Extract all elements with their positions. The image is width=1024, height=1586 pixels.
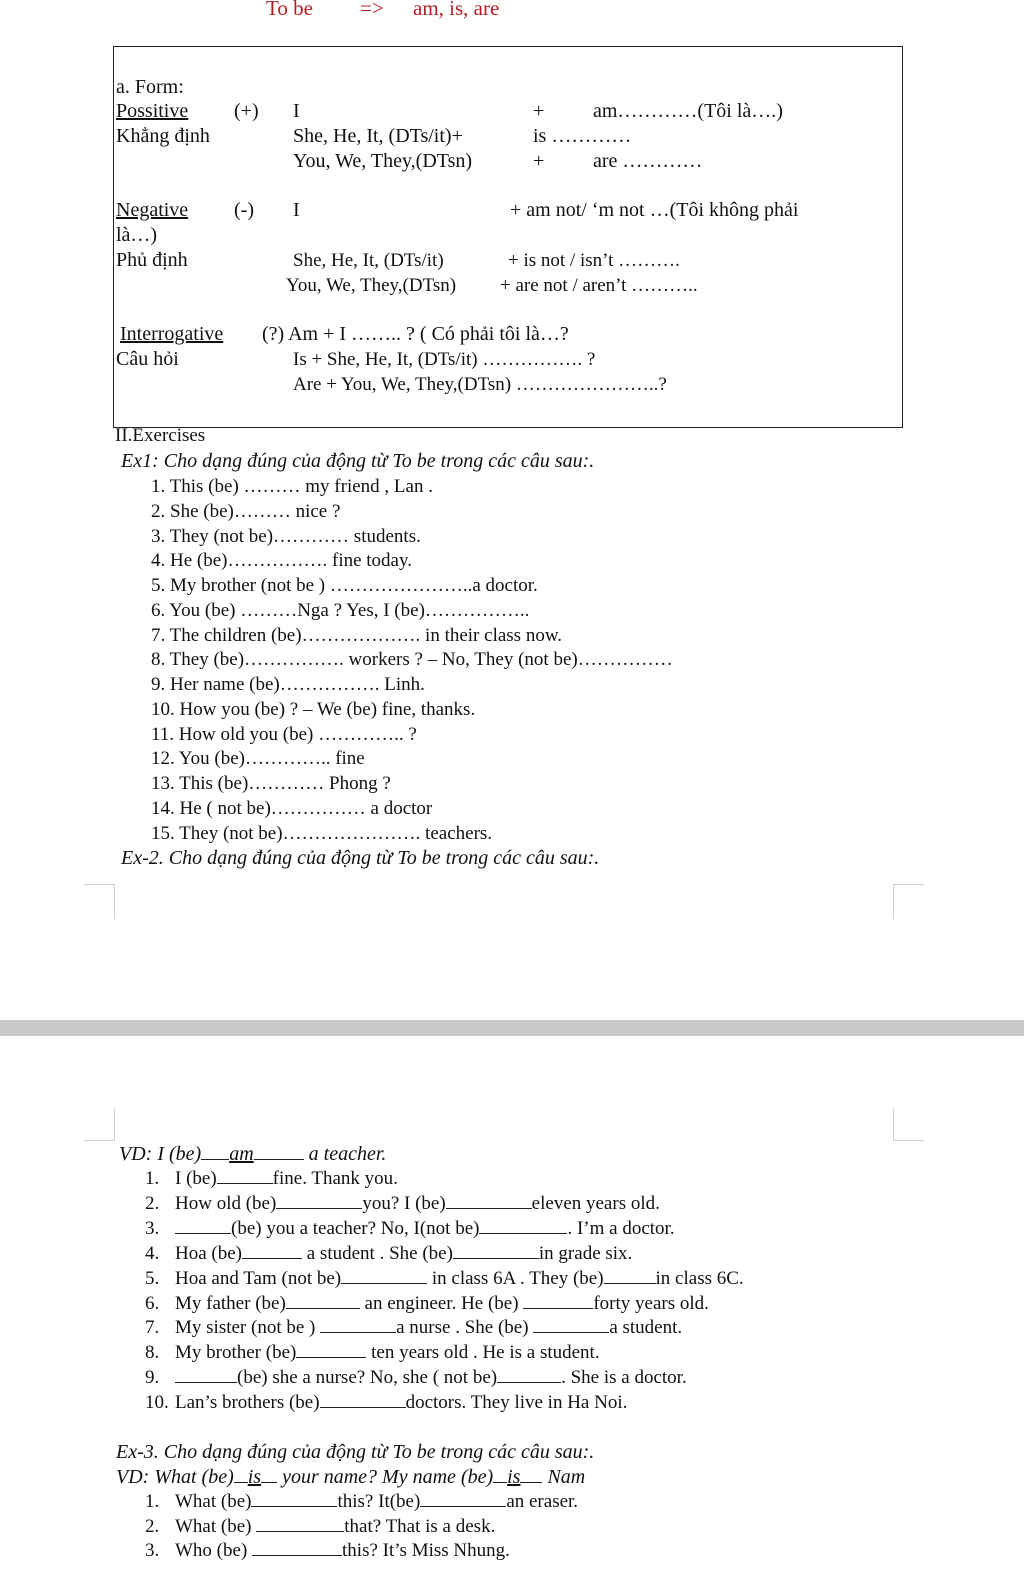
answer-blank[interactable]	[175, 1232, 231, 1234]
ex2-item	[145, 1268, 744, 1290]
negative-row1-subject: I	[293, 199, 300, 221]
positive-row2-subject: She, He, It, (DTs/it)+	[293, 125, 463, 147]
negative-row1-rest: + am not/ ‘m not …(Tôi không phải	[510, 199, 799, 221]
positive-row3-rest: are …………	[593, 150, 703, 172]
ex2-example-prefix: VD: I (be)	[119, 1143, 202, 1165]
page-corner-mark	[84, 884, 115, 919]
answer-blank[interactable]	[175, 1381, 237, 1383]
ex2-item	[145, 1168, 398, 1190]
item-text: ten years old . He is a student.	[366, 1342, 600, 1364]
blank-line	[520, 1481, 542, 1483]
item-text: Hoa and Tam (not be)	[175, 1267, 342, 1289]
ex1-item: 1. This (be) ……… my friend , Lan .	[151, 476, 433, 497]
ex3-item	[145, 1516, 495, 1538]
answer-blank[interactable]	[252, 1554, 342, 1556]
item-number: 10.	[145, 1392, 169, 1414]
ex2-item	[145, 1193, 660, 1215]
item-text: (be) you a teacher? No, I(not be)	[231, 1217, 480, 1239]
ex2-item	[145, 1293, 709, 1315]
item-text: in grade six.	[538, 1242, 633, 1264]
item-number: 5.	[145, 1267, 160, 1289]
ex1-item: 7. The children (be)………………. in their class now.	[151, 624, 563, 646]
item-text: an engineer. He (be)	[359, 1292, 524, 1314]
blank-line	[234, 1481, 248, 1483]
ex3-example-suffix: Nam	[542, 1466, 586, 1488]
ex1-item: 13. This (be)………… Phong ?	[151, 773, 391, 794]
ex2-example-suffix: a teacher.	[308, 1143, 387, 1165]
item-text: . I’m a doctor.	[567, 1217, 675, 1239]
answer-blank[interactable]	[341, 1282, 427, 1284]
ex3-example-middle: your name? My name (be)	[277, 1466, 494, 1488]
answer-blank[interactable]	[242, 1257, 302, 1259]
ex2-title: Ex-2. Cho dạng đúng của động từ To be trong các câu sau:.	[121, 847, 600, 869]
item-text: doctors. They live in Ha Noi.	[405, 1392, 628, 1414]
answer-blank[interactable]	[296, 1356, 366, 1358]
item-number: 6.	[145, 1292, 160, 1314]
answer-blank[interactable]	[604, 1282, 656, 1284]
ex1-item: 2. She (be)……… nice ?	[151, 500, 341, 522]
item-number: 2.	[145, 1192, 160, 1214]
positive-row3-subject: You, We, They,(DTsn)	[293, 150, 473, 172]
item-text: an eraser.	[506, 1491, 579, 1512]
item-text: forty years old.	[593, 1292, 709, 1314]
answer-blank[interactable]	[256, 1530, 344, 1532]
ex1-item: 8. They (be)……………. workers ? – No, They (not be)……………	[151, 649, 673, 671]
item-text: . She is a doctor.	[561, 1367, 687, 1389]
positive-sign: (+)	[234, 100, 259, 122]
page-corner-mark	[893, 1108, 924, 1141]
ex2-example	[119, 1143, 386, 1166]
blank-line	[261, 1481, 277, 1483]
item-text: I (be)	[175, 1168, 217, 1189]
interrogative-label: Interrogative	[120, 323, 224, 345]
blank-line	[254, 1158, 304, 1160]
item-number: 4.	[145, 1242, 160, 1264]
page-corner-mark	[84, 1108, 115, 1141]
item-text: My brother (be)	[175, 1342, 297, 1364]
ex1-item: 5. My brother (not be ) …………………..a doctor.	[151, 575, 538, 596]
item-number: 1.	[145, 1168, 160, 1189]
ex3-example-answer2: is	[507, 1466, 521, 1488]
item-text: in class 6C.	[655, 1267, 744, 1289]
item-number: 3.	[145, 1540, 160, 1562]
answer-blank[interactable]	[320, 1331, 396, 1333]
interrogative-row3: Are + You, We, They,(DTsn) …………………..?	[293, 374, 667, 395]
negative-row3-rest: + are not / aren’t ………..	[500, 275, 698, 296]
negative-row2-subject: She, He, It, (DTs/it)	[293, 250, 444, 271]
ex1-item: 3. They (not be)………… students.	[151, 525, 421, 547]
answer-blank[interactable]	[217, 1182, 273, 1184]
negative-continuation: là…)	[116, 224, 158, 246]
ex1-item: 11. How old you (be) ………….. ?	[151, 723, 417, 745]
title-left: To be	[266, 0, 313, 20]
page-corner-mark	[893, 884, 924, 919]
ex3-item	[145, 1491, 578, 1513]
negative-sign: (-)	[234, 199, 254, 221]
item-text: What (be)	[175, 1491, 252, 1512]
positive-row2-rest: is …………	[533, 125, 632, 147]
title-arrow: =>	[360, 0, 384, 20]
answer-blank[interactable]	[453, 1257, 539, 1259]
item-text: What (be)	[175, 1515, 257, 1537]
ex3-title: Ex-3. Cho dạng đúng của động từ To be trong các câu sau:.	[116, 1441, 595, 1463]
answer-blank[interactable]	[446, 1207, 532, 1209]
ex1-item: 4. He (be)……………. fine today.	[151, 550, 413, 572]
item-text: that? That is a desk.	[344, 1515, 496, 1537]
positive-label-vi: Khẳng định	[116, 125, 210, 147]
negative-row3-subject: You, We, They,(DTsn)	[286, 275, 457, 296]
item-text: (be) she a nurse? No, she ( not be)	[237, 1367, 498, 1389]
negative-row2-rest: + is not / isn’t ……….	[508, 250, 680, 271]
item-text: this? It(be)	[337, 1491, 421, 1512]
item-text: Hoa (be)	[175, 1242, 242, 1264]
page-separator	[0, 1020, 1024, 1036]
item-number: 7.	[145, 1317, 160, 1339]
item-text: fine. Thank you.	[272, 1168, 398, 1189]
ex1-item: 10. How you (be) ? – We (be) fine, thanks.	[151, 698, 476, 720]
item-text: in class 6A . They (be)	[427, 1267, 604, 1289]
ex1-item: 14. He ( not be)…………… a doctor	[151, 797, 433, 819]
ex3-example-prefix: VD: What (be)	[116, 1466, 234, 1488]
ex3-example-answer1: is	[247, 1466, 262, 1488]
positive-row3-plus: +	[533, 150, 545, 172]
item-text: a student . She (be)	[302, 1242, 453, 1264]
positive-row1-subject: I	[293, 100, 300, 122]
ex1-title: Ex1: Cho dạng đúng của động từ To be trong các câu sau:.	[121, 450, 595, 472]
answer-blank[interactable]	[523, 1307, 593, 1309]
item-text: My sister (not be )	[175, 1317, 321, 1339]
ex3-item	[145, 1540, 510, 1562]
interrogative-row1: (?) Am + I …….. ? ( Có phải tôi là…?	[262, 323, 569, 345]
positive-row1-plus: +	[533, 100, 545, 122]
interrogative-row2: Is + She, He, It, (DTs/it) ……………. ?	[293, 349, 596, 370]
item-text: Who (be)	[175, 1540, 253, 1562]
title-right: am, is, are	[413, 0, 500, 20]
answer-blank[interactable]	[251, 1505, 337, 1507]
answer-blank[interactable]	[286, 1307, 360, 1309]
item-text: this? It’s Miss Nhung.	[342, 1540, 510, 1562]
exercises-heading: II.Exercises	[115, 425, 206, 446]
ex2-item	[145, 1218, 675, 1240]
item-number: 2.	[145, 1515, 160, 1537]
interrogative-label-vi: Câu hỏi	[116, 348, 179, 370]
ex1-item: 9. Her name (be)……………. Linh.	[151, 674, 425, 695]
answer-blank[interactable]	[479, 1232, 567, 1234]
item-number: 3.	[145, 1217, 160, 1239]
answer-blank[interactable]	[320, 1406, 406, 1408]
negative-label: Negative	[116, 199, 189, 221]
blank-line	[493, 1481, 507, 1483]
item-number: 9.	[145, 1367, 160, 1389]
item-text: a student.	[609, 1317, 683, 1339]
item-number: 1.	[145, 1491, 160, 1512]
positive-label: Possitive	[116, 100, 189, 122]
item-text: How old (be)	[175, 1192, 277, 1214]
item-text: Lan’s brothers (be)	[175, 1392, 320, 1414]
ex2-item	[145, 1367, 687, 1389]
item-text: you? I (be)	[362, 1192, 446, 1214]
item-number: 8.	[145, 1342, 160, 1364]
ex1-item: 6. You (be) ………Nga ? Yes, I (be)……………..	[151, 599, 530, 621]
answer-blank[interactable]	[533, 1331, 609, 1333]
item-text: a nurse . She (be)	[396, 1317, 534, 1339]
negative-label-vi: Phủ định	[116, 249, 188, 271]
answer-blank[interactable]	[497, 1381, 561, 1383]
form-heading: a. Form:	[116, 76, 184, 98]
ex3-example	[116, 1466, 585, 1489]
answer-blank[interactable]	[276, 1207, 362, 1209]
item-text: eleven years old.	[531, 1192, 660, 1214]
ex2-item	[145, 1392, 627, 1414]
ex1-item: 12. You (be)………….. fine	[151, 748, 365, 770]
ex2-item	[145, 1243, 632, 1265]
answer-blank[interactable]	[420, 1505, 506, 1507]
ex2-example-answer: am	[229, 1143, 254, 1165]
ex1-item: 15. They (not be)…………………. teachers.	[151, 822, 493, 844]
item-text: My father (be)	[175, 1292, 286, 1314]
blank-line	[201, 1158, 229, 1160]
positive-row1-rest: am…………(Tôi là….)	[593, 100, 783, 122]
ex2-item	[145, 1342, 600, 1364]
ex2-item	[145, 1317, 682, 1339]
